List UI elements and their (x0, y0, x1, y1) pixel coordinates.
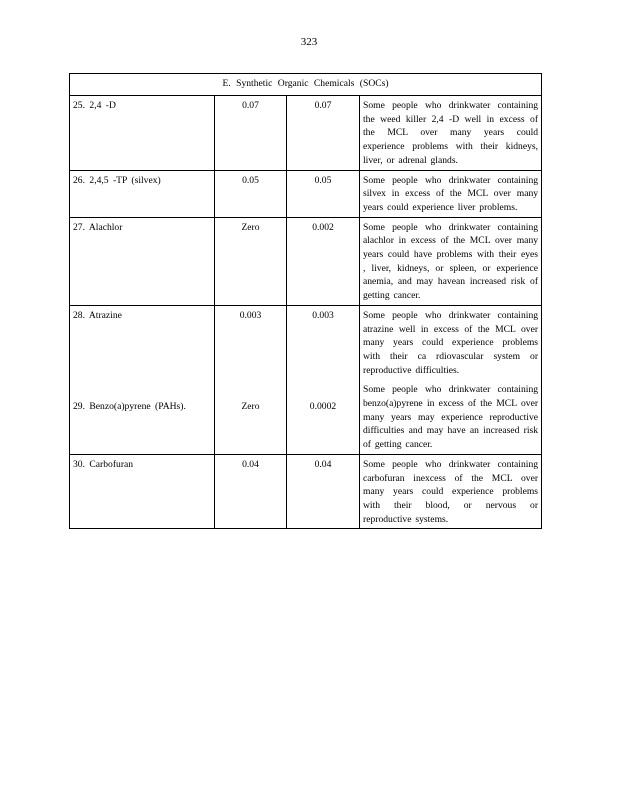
table-row (70, 96, 542, 171)
mcl-value: 0.07 (287, 96, 360, 171)
health-effects: Some people who drinkwater containing carbofuran inexcess of the MCL over many years could experience problems with their blood, or nervous or reproductive systems. (360, 454, 542, 529)
contaminant-name: 29. Benzo(a)pyrene (PAHs). (73, 400, 186, 412)
mcl-value: 0.0002 (309, 400, 337, 412)
row-spacer (73, 323, 211, 400)
contaminant-name: 26. 2,4,5 -TP (silvex) (70, 170, 215, 217)
section-header: E. Synthetic Organic Chemicals (SOCs) (70, 74, 542, 96)
mclg-value: Zero (241, 400, 260, 412)
health-effects: Some people who drinkwater containing benzo(a)pyrene in excess of the MCL over many years may experience reproductive difficulties and may have an increased risk of getting cancer. (363, 384, 539, 451)
mcl-value-group (287, 305, 360, 454)
health-effects: Some people who drinkwater containing alachlor in excess of the MCL over many years could have problems with their eyes , liver, kidneys, or spleen, or experience anemia, and may havean increased risk of getting cancer. (360, 217, 542, 305)
page-number: 323 (300, 36, 318, 48)
contaminant-name: 27. Alachlor (70, 217, 215, 305)
section-header-row (70, 74, 542, 96)
contaminant-name: 30. Carbofuran (70, 454, 215, 529)
health-effects-group (360, 305, 542, 454)
table-row (70, 170, 542, 217)
table-row (70, 217, 542, 305)
contaminant-name-group (70, 305, 215, 454)
mclg-value-group (215, 305, 287, 454)
mclg-value: 0.05 (215, 170, 287, 217)
mclg-value: Zero (215, 217, 287, 305)
mcl-value: 0.05 (287, 170, 360, 217)
table-row (70, 454, 542, 529)
row-spacer (290, 323, 356, 400)
health-effects: Some people who drinkwater containing atrazine well in excess of the MCL over many years could experience problems with their ca rdiovascular system or reproductive difficulties. (363, 309, 539, 376)
health-effects: Some people who drinkwater containing silvex in excess of the MCL over many years could experience liver problems. (360, 170, 542, 217)
contaminant-name: 28. Atrazine (73, 309, 122, 321)
contaminant-name: 25. 2,4 -D (70, 96, 215, 171)
row-spacer (218, 323, 283, 400)
contaminant-table (69, 73, 542, 529)
mclg-value: 0.07 (215, 96, 287, 171)
table-row (70, 305, 542, 454)
mcl-value: 0.003 (312, 309, 334, 321)
mclg-value: 0.003 (239, 309, 262, 321)
mcl-value: 0.04 (287, 454, 360, 529)
health-effects: Some people who drinkwater containing the weed killer 2,4 -D well in excess of the MCL over many years could experience problems with their kidneys, liver, or adrenal glands. (360, 96, 542, 171)
mclg-value: 0.04 (215, 454, 287, 529)
mcl-value: 0.002 (287, 217, 360, 305)
